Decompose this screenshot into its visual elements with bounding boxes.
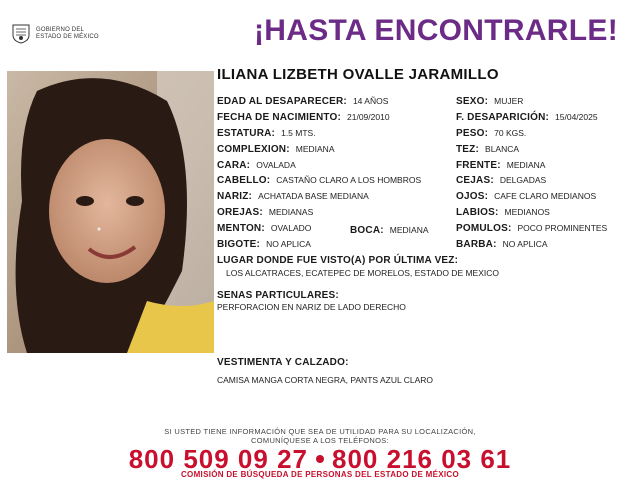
phone-number-1[interactable]: 800 509 09 27	[128, 444, 308, 474]
headline-title: ¡HASTA ENCONTRARLE!	[254, 14, 619, 47]
field-ojos: OJOS: CAFE CLARO MEDIANOS	[456, 191, 597, 202]
missing-person-photo	[7, 71, 214, 353]
footer-notice-line-1: SI USTED TIENE INFORMACIÓN QUE SEA DE UTILIDAD PARA SU LOCALIZACIÓN,	[164, 427, 476, 436]
field-boca: BOCA: MEDIANA	[350, 225, 429, 236]
person-name: ILIANA LIZBETH OVALLE JARAMILLO	[217, 66, 499, 83]
field-estatura: ESTATURA: 1.5 MTS.	[217, 128, 316, 139]
senas-value: PERFORACION EN NARIZ DE LADO DERECHO	[217, 302, 406, 312]
field-cejas: CEJAS: DELGADAS	[456, 175, 547, 186]
field-frente: FRENTE: MEDIANA	[456, 160, 546, 171]
phone-number-2[interactable]: 800 216 03 61	[332, 444, 512, 474]
separator-dot-icon	[316, 455, 324, 463]
field-barba: BARBA: NO APLICA	[456, 239, 548, 250]
field-fecha-nacimiento: FECHA DE NACIMIENTO: 21/09/2010	[217, 112, 390, 123]
state-shield-icon	[12, 24, 30, 44]
lugar-label: LUGAR DONDE FUE VISTO(A) POR ÚLTIMA VEZ:	[217, 255, 459, 266]
commission-name: COMISIÓN DE BÚSQUEDA DE PERSONAS DEL ESTADO DE MÉXICO	[180, 470, 459, 479]
field-peso: PESO: 70 KGS.	[456, 128, 527, 139]
field-labios: LABIOS: MEDIANOS	[456, 207, 550, 218]
lugar-value: LOS ALCATRACES, ECATEPEC DE MORELOS, ESTADO DE MEXICO	[226, 268, 500, 278]
vestimenta-value: CAMISA MANGA CORTA NEGRA, PANTS AZUL CLARO	[217, 375, 434, 385]
logo-line-1: GOBIERNO DEL	[36, 27, 85, 33]
field-bigote: BIGOTE: NO APLICA	[217, 239, 311, 250]
field-cabello: CABELLO: CASTAÑO CLARO A LOS HOMBROS	[217, 175, 422, 186]
senas-label: SENAS PARTICULARES:	[217, 290, 339, 301]
field-orejas: OREJAS: MEDIANAS	[217, 207, 314, 218]
field-nariz: NARIZ: ACHATADA BASE MEDIANA	[217, 191, 369, 202]
field-complexion: COMPLEXION: MEDIANA	[217, 144, 335, 155]
vestimenta-label: VESTIMENTA Y CALZADO:	[217, 357, 349, 368]
field-edad: EDAD AL DESAPARECER: 14 AÑOS	[217, 96, 389, 107]
field-menton: MENTON: OVALADO	[217, 223, 312, 234]
government-logo	[8, 24, 118, 44]
field-sexo: SEXO: MUJER	[456, 96, 524, 107]
footer-notice-line-2: COMUNÍQUESE A LOS TELÉFONOS:	[251, 436, 389, 445]
field-cara: CARA: OVALADA	[217, 160, 296, 171]
field-tez: TEZ: BLANCA	[456, 144, 520, 155]
logo-line-2: ESTADO DE MÉXICO	[36, 34, 99, 40]
field-fecha-desaparicion: F. DESAPARICIÓN: 15/04/2025	[456, 112, 598, 123]
field-pomulos: POMULOS: POCO PROMINENTES	[456, 223, 608, 234]
